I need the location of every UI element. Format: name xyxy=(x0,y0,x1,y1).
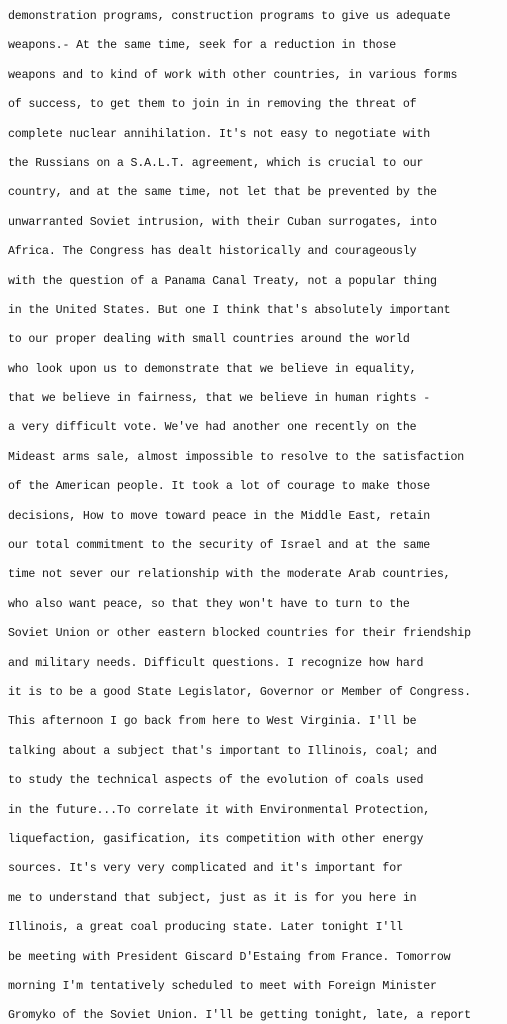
text-line: who also want peace, so that they won't have to turn to the xyxy=(8,597,410,611)
text-line: of success, to get them to join in in removing the threat of xyxy=(8,98,417,112)
text-line: liquefaction, gasification, its competition with other energy xyxy=(8,832,424,846)
text-line: talking about a subject that's important to Illinois, coal; and xyxy=(8,744,437,758)
text-line: our total commitment to the security of Israel and at the same xyxy=(8,539,431,553)
text-line: demonstration programs, construction programs to give us adequate xyxy=(8,10,451,23)
typewritten-text xyxy=(8,2,505,1024)
text-line: who look upon us to demonstrate that we believe in equality, xyxy=(8,362,417,376)
text-line: of the American people. It took a lot of courage to make those xyxy=(8,480,431,494)
text-line: be meeting with President Giscard D'Estaing from France. Tomorrow xyxy=(8,950,451,964)
text-line: me to understand that subject, just as it is for you here in xyxy=(8,891,417,905)
text-line: to study the technical aspects of the evolution of coals used xyxy=(8,774,424,788)
text-line: decisions, How to move toward peace in the Middle East, retain xyxy=(8,509,431,523)
text-line: with the question of a Panama Canal Treaty, not a popular thing xyxy=(8,274,437,288)
text-line: a very difficult vote. We've had another one recently on the xyxy=(8,421,417,435)
text-line: sources. It's very very complicated and it's important for xyxy=(8,862,403,876)
text-line: unwarranted Soviet intrusion, with their Cuban surrogates, into xyxy=(8,215,437,229)
text-line: that we believe in fairness, that we believe in human rights - xyxy=(8,392,431,406)
text-line: the Russians on a S.A.L.T. agreement, which is crucial to our xyxy=(8,156,424,170)
text-line: and military needs. Difficult questions. I recognize how hard xyxy=(8,656,424,670)
text-line: country, and at the same time, not let that be prevented by the xyxy=(8,186,437,200)
text-line: Mideast arms sale, almost impossible to resolve to the satisfaction xyxy=(8,450,465,464)
text-line: This afternoon I go back from here to West Virginia. I'll be xyxy=(8,715,417,729)
text-line: Gromyko of the Soviet Union. I'll be getting tonight, late, a report xyxy=(8,1009,471,1023)
text-line: in the future...To correlate it with Environmental Protection, xyxy=(8,803,431,817)
text-line: in the United States. But one I think that's absolutely important xyxy=(8,303,451,317)
text-line: Illinois, a great coal producing state. Later tonight I'll xyxy=(8,921,403,935)
text-line: morning I'm tentatively scheduled to meet with Foreign Minister xyxy=(8,979,437,993)
text-line: Africa. The Congress has dealt historically and courageously xyxy=(8,245,417,259)
text-line: weapons and to kind of work with other countries, in various forms xyxy=(8,68,458,82)
text-line: complete nuclear annihilation. It's not easy to negotiate with xyxy=(8,127,431,141)
text-line: time not sever our relationship with the moderate Arab countries, xyxy=(8,568,451,582)
text-line: weapons.- At the same time, seek for a reduction in those xyxy=(8,39,397,53)
text-line: it is to be a good State Legislator, Governor or Member of Congress. xyxy=(8,685,471,699)
text-line: to our proper dealing with small countries around the world xyxy=(8,333,410,347)
text-line: Soviet Union or other eastern blocked countries for their friendship xyxy=(8,627,471,641)
